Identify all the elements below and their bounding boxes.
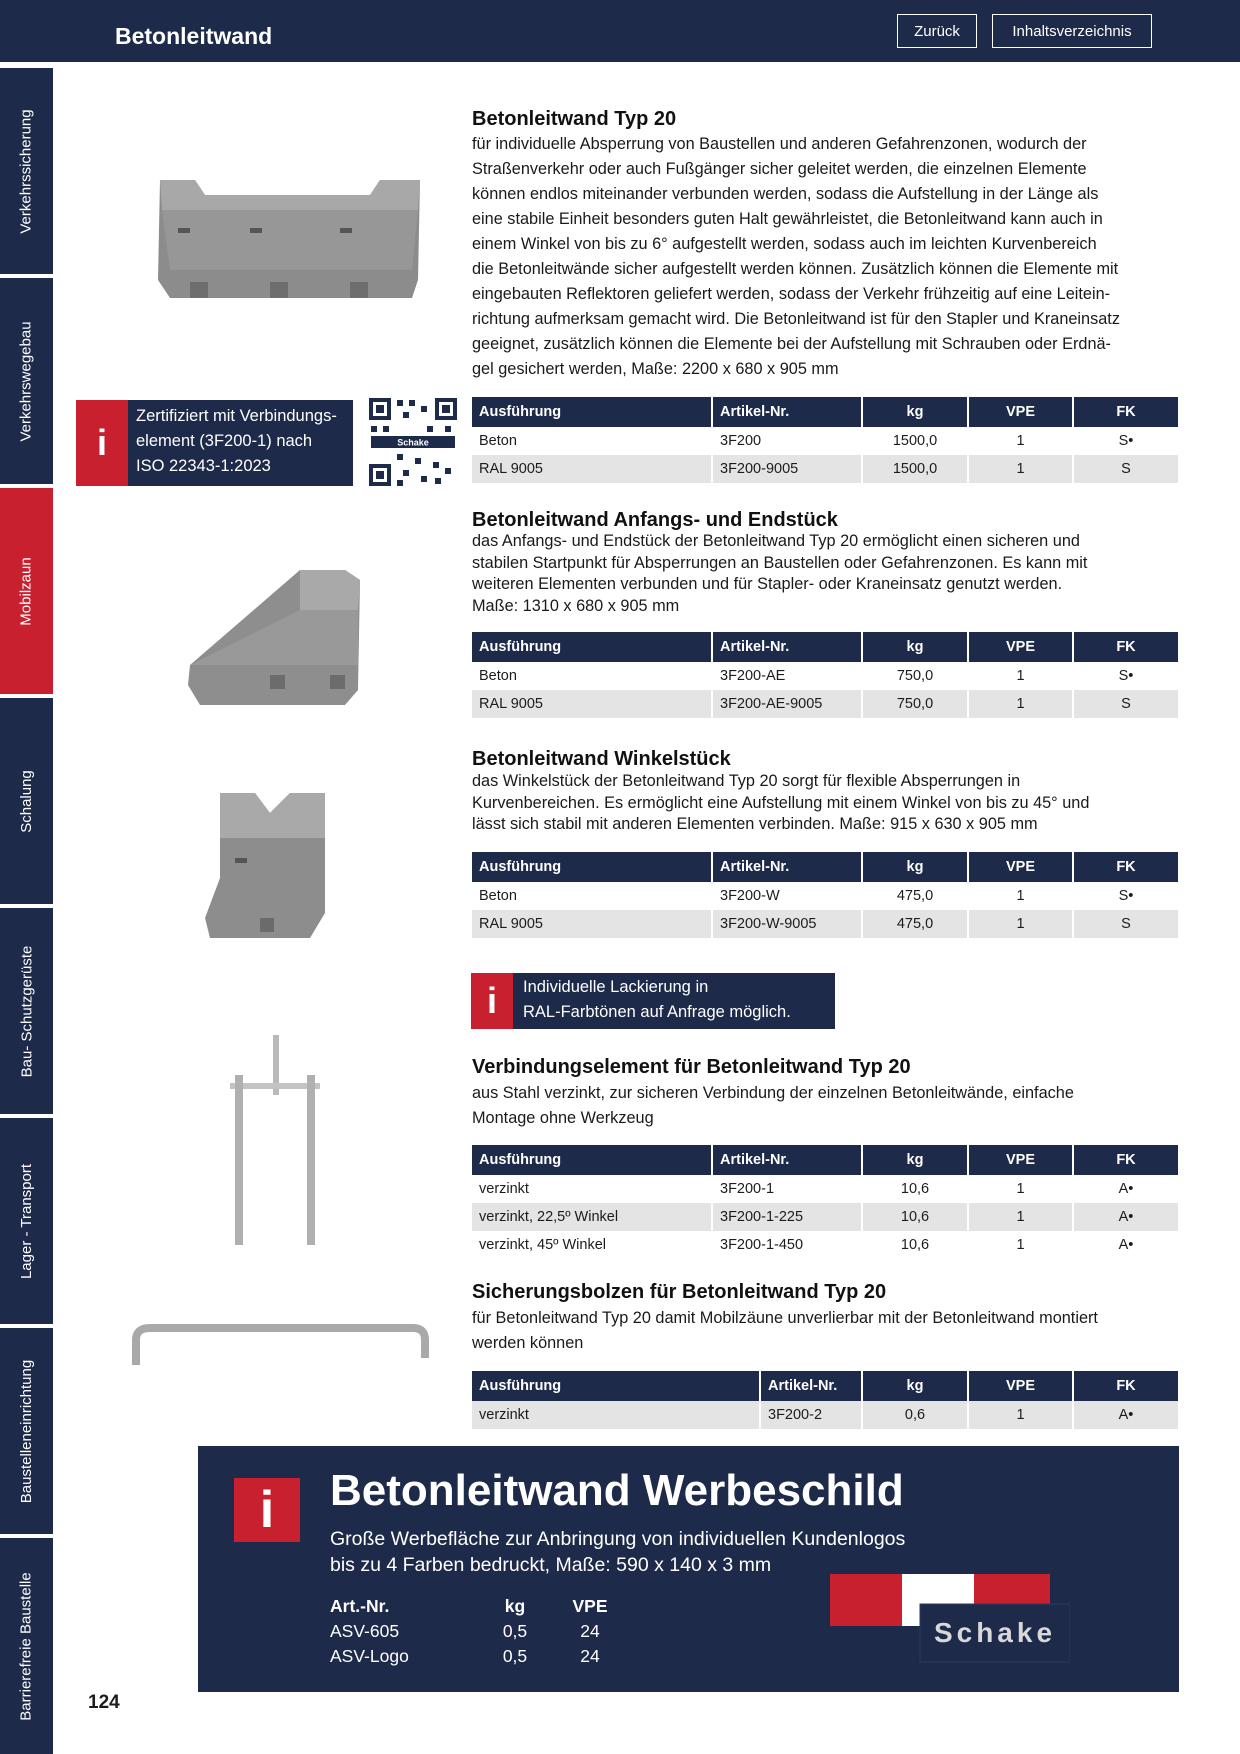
page-title: Betonleitwand	[115, 23, 273, 49]
table-row: ASV-Logo 0,5 24	[330, 1646, 600, 1666]
table-row: Beton 3F200-AE 750,0 1 S•	[472, 662, 1178, 690]
sicherungsbolzen-image	[128, 1310, 433, 1370]
banner-table: Art.-Nr. kg VPE ASV-605 0,5 24 ASV-Logo 0,5 24	[330, 1594, 630, 1669]
paint-info-box: i Individuelle Lackierung in RAL-Farbtönen auf Anfrage möglich.	[471, 973, 835, 1029]
section-title-typ20: Betonleitwand Typ 20	[472, 108, 677, 130]
info-icon: i	[234, 1478, 300, 1542]
spec-table-anfangsstueck: Ausführung Artikel-Nr. kg VPE FK Beton 3F200-AE 750,0 1 S• RAL 9005 3F200-AE-9005 750,0 1 S	[472, 632, 1178, 718]
table-row: RAL 9005 3F200-AE-9005 750,0 1 S	[472, 690, 1178, 718]
table-row: ASV-605 0,5 24	[330, 1621, 600, 1641]
info-icon: i	[471, 973, 513, 1029]
section-desc-winkelstueck: das Winkelstück der Betonleitwand Typ 20 sorgt für flexible Absperrungen in Kurvenbereichen. Es ermöglicht eine Aufstellung mit einem Winkel von bis zu 45° und lässt sich stabil mit anderen Elementen verbinden. Maße: 915 x 630 x 905 mm	[472, 772, 1090, 833]
table-row: Beton 3F200-W 475,0 1 S•	[472, 882, 1178, 910]
sidebar-item-mobilzaun[interactable]: Mobilzaun	[0, 488, 53, 694]
top-bar	[0, 0, 1240, 62]
table-row: RAL 9005 3F200-9005 1500,0 1 S	[472, 455, 1178, 483]
section-title-sicherungsbolzen: Sicherungsbolzen für Betonleitwand Typ 20	[472, 1281, 887, 1303]
section-title-winkelstueck: Betonleitwand Winkelstück	[472, 748, 731, 770]
table-row: Beton 3F200 1500,0 1 S•	[472, 427, 1178, 455]
sidebar-item-baustelleneinrichtung[interactable]: Baustelleneinrichtung	[0, 1328, 53, 1534]
section-title-verbindungselement: Verbindungselement für Betonleitwand Typ 20	[472, 1056, 911, 1078]
section-desc-anfangsstueck: das Anfangs- und Endstück der Betonleitwand Typ 20 ermöglicht einen sicheren und stabilen Startpunkt für Absperrungen an Baustellen oder Gefahrenzonen. Es kann mit weiteren Elementen verbunden und für Stapler- oder Kraneinsatz genutzt werden. Maße: 1310 x 680 x 905 mm	[472, 532, 1088, 615]
banner-title: Betonleitwand Werbeschild	[330, 1466, 904, 1515]
table-row: RAL 9005 3F200-W-9005 475,0 1 S	[472, 910, 1178, 938]
anfangs-endstueck-image	[180, 565, 380, 715]
page-number: 124	[88, 1692, 120, 1713]
sidebar-item-verkehrswegebau[interactable]: Verkehrswegebau	[0, 278, 53, 484]
spec-table-typ20: Ausführung Artikel-Nr. kg VPE FK Beton 3F200 1500,0 1 S• RAL 9005 3F200-9005 1500,0 1 S	[472, 397, 1178, 483]
back-button[interactable]: Zurück	[897, 14, 977, 48]
table-row: verzinkt 3F200-2 0,6 1 A•	[472, 1401, 1178, 1429]
spec-table-sicherungsbolzen: Ausführung Artikel-Nr. kg VPE FK verzinkt 3F200-2 0,6 1 A•	[472, 1371, 1178, 1429]
werbeschild-banner	[198, 1446, 1179, 1692]
info-icon: i	[76, 400, 128, 486]
werbeschild-image	[830, 1574, 1070, 1664]
cert-info-box: i Zertifiziert mit Verbindungs- element (3F200-1) nach ISO 22343-1:2023	[76, 400, 353, 486]
sidebar-item-bau-schutzgerueste[interactable]: Bau- Schutzgerüste	[0, 908, 53, 1114]
banner-desc: Große Werbefläche zur Anbringung von individuellen Kundenlogos bis zu 4 Farben bedruckt, Maße: 590 x 140 x 3 mm	[330, 1528, 906, 1576]
schake-logo: Schake	[933, 1617, 1057, 1648]
table-row: verzinkt 3F200-1 10,6 1 A•	[472, 1175, 1178, 1203]
verbindungselement-image	[225, 1035, 325, 1245]
sidebar-item-schalung[interactable]: Schalung	[0, 698, 53, 904]
qr-code[interactable]	[367, 396, 459, 488]
sidebar-item-barrierefreie-baustelle[interactable]: Barrierefreie Baustelle	[0, 1538, 53, 1754]
section-desc-sicherungsbolzen: für Betonleitwand Typ 20 damit Mobilzäune unverlierbar mit der Betonleitwand montiert werden können	[472, 1309, 1098, 1352]
section-desc-verbindungselement: aus Stahl verzinkt, zur sicheren Verbindung der einzelnen Betonleitwände, einfache Montage ohne Werkzeug	[472, 1084, 1074, 1127]
qr-label: Schake	[397, 437, 429, 448]
betonleitwand-typ20-image	[150, 170, 430, 310]
section-desc-typ20: für individuelle Absperrung von Baustellen und anderen Gefahrenzonen, wodurch der Straßenverkehr oder auch Fußgänger sicher geleitet werden, die einzelnen Elemente können endlos miteinander verbunden werden, sodass die Aufstellung in der Länge als eine stabile Einheit besonders guten Halt gewährleistet, die Betonleitwand kann auch in einem Winkel von bis zu 6° aufgestellt werden, sodass auch im leichten Kurvenbereich die Betonleitwände sicher aufgestellt werden können. Zusätzlich können die Elemente mit eingebauten Reflektoren geliefert werden, sodass der Verkehr frühzeitig auf eine Leitein- richtung aufmerksam gemacht wird. Die Betonleitwand ist für den Stapler und Kraneinsatz geeignet, zusätzlich können die Elemente bei der Aufstellung mit Schrauben oder Erdnä- gel gesichert werden, Maße: 2200 x 680 x 905 mm	[472, 135, 1120, 378]
spec-table-verbindungselement: Ausführung Artikel-Nr. kg VPE FK verzinkt 3F200-1 10,6 1 A• verzinkt, 22,5º Winkel 3F200-1-225 10,6 1 A• verzinkt, 45º Winkel 3F200-1-450 10,6 1 A•	[472, 1145, 1178, 1259]
section-title-anfangsstueck: Betonleitwand Anfangs- und Endstück	[472, 509, 838, 531]
spec-table-winkelstueck: Ausführung Artikel-Nr. kg VPE FK Beton 3F200-W 475,0 1 S• RAL 9005 3F200-W-9005 475,0 1 S	[472, 852, 1178, 938]
sidebar-item-verkehrssicherung[interactable]: Verkehrssicherung	[0, 68, 53, 274]
table-row: verzinkt, 22,5º Winkel 3F200-1-225 10,6 1 A•	[472, 1203, 1178, 1231]
sidebar-item-lager-transport[interactable]: Lager - Transport	[0, 1118, 53, 1324]
toc-button[interactable]: Inhaltsverzeichnis	[992, 14, 1152, 48]
table-row: verzinkt, 45º Winkel 3F200-1-450 10,6 1 A•	[472, 1231, 1178, 1259]
winkelstueck-image	[200, 788, 340, 948]
